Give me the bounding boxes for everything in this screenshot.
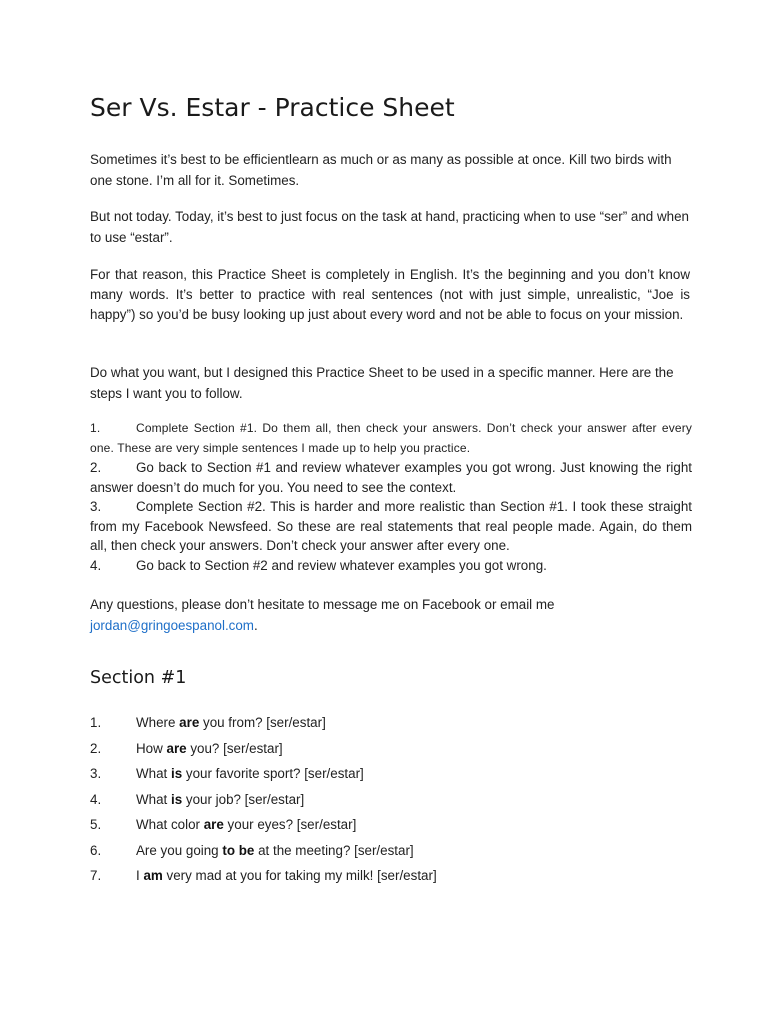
step-item (90, 497, 692, 556)
question-number: 2. (90, 740, 102, 756)
question-text-after: your favorite sport? [ser/estar] (182, 766, 364, 781)
intro-paragraph-1: Sometimes it’s best to be efficientlearn as much or as many as possible at once. Kill two birds with one stone. I’m all for it. Sometimes. (90, 152, 672, 188)
question-item (90, 866, 690, 892)
question-item (90, 764, 690, 790)
contact-text: Any questions, please don’t hesitate to message me on Facebook or email me (90, 597, 555, 612)
question-verb: to be (222, 842, 255, 858)
page-title: Ser Vs. Estar - Practice Sheet (90, 93, 455, 122)
question-text-before: What (136, 766, 171, 781)
step-text: Go back to Section #2 and review whatever examples you got wrong. (136, 557, 547, 573)
intro-paragraph-3: For that reason, this Practice Sheet is completely in English. It’s the beginning and you don’t know many words. It’s better to practice with real sentences (not with just simple, unrealistic, “Joe is happy”) so you’d be busy looking up just about every word and not be able to focus on your mission. (90, 267, 690, 322)
contact-end: . (253, 618, 258, 633)
question-number: 7. (90, 868, 102, 883)
question-number: 1. (90, 715, 102, 730)
question-number: 4. (90, 791, 102, 807)
question-text-after: your eyes? [ser/estar] (223, 817, 357, 832)
question-item (90, 713, 690, 739)
question-text-after: your job? [ser/estar] (182, 791, 305, 807)
intro-paragraph-4: Do what you want, but I designed this Practice Sheet to be used in a specific manner. Here are the steps I want you to follow. (90, 365, 674, 401)
step-item (90, 418, 692, 458)
steps-list (90, 418, 692, 575)
question-verb: is (170, 766, 183, 781)
question-text-after: at the meeting? [ser/estar] (254, 842, 414, 858)
question-text-before: What (136, 791, 171, 807)
step-text: Complete Section #1. Do them all, then check your answers. Don’t check your answer after every one. These are very simple sentences I made up to help you practice. (90, 421, 692, 455)
question-verb: am (143, 868, 163, 883)
question-number: 3. (90, 766, 102, 781)
step-text: Go back to Section #1 and review whatever examples you got wrong. Just knowing the right answer doesn’t do much for you. You need to see the context. (90, 460, 692, 495)
question-text-before: Where (136, 715, 180, 730)
question-item (90, 790, 690, 816)
question-item (90, 815, 690, 841)
question-number: 6. (90, 842, 102, 858)
question-verb: are (179, 715, 200, 730)
section-1-title: Section #1 (90, 668, 187, 688)
step-number: 2. (90, 460, 102, 475)
question-item (90, 739, 690, 765)
question-text-before: Are you going (136, 842, 223, 858)
step-text: Complete Section #2. This is harder and more realistic than Section #1. I took these straight from my Facebook Newsfeed. So these are real statements that real people made. Again, do them all, then check your answers. Don’t check your answer after every one. (90, 499, 692, 553)
question-text-after: you? [ser/estar] (186, 740, 283, 756)
question-text-after: you from? [ser/estar] (199, 715, 326, 730)
question-item (90, 841, 690, 867)
question-text-before: I (136, 868, 144, 883)
section-1-questions (90, 713, 690, 892)
question-verb: are (203, 817, 224, 832)
question-text-before: What color (136, 817, 204, 832)
contact-paragraph (90, 594, 610, 636)
step-number: 1. (90, 421, 101, 435)
step-number: 3. (90, 499, 102, 514)
question-verb: is (170, 791, 183, 807)
question-verb: are (166, 740, 187, 756)
step-item (90, 556, 692, 576)
email-link[interactable]: jordan@gringoespanol.com (90, 618, 254, 633)
intro-paragraph-2: But not today. Today, it’s best to just focus on the task at hand, practicing when to use “ser” and when to use “estar”. (90, 209, 689, 245)
question-number: 5. (90, 817, 102, 832)
step-item (90, 458, 692, 497)
question-text-after: very mad at you for taking my milk! [ser/estar] (162, 868, 437, 883)
step-number: 4. (90, 557, 102, 573)
question-text-before: How (136, 740, 167, 756)
